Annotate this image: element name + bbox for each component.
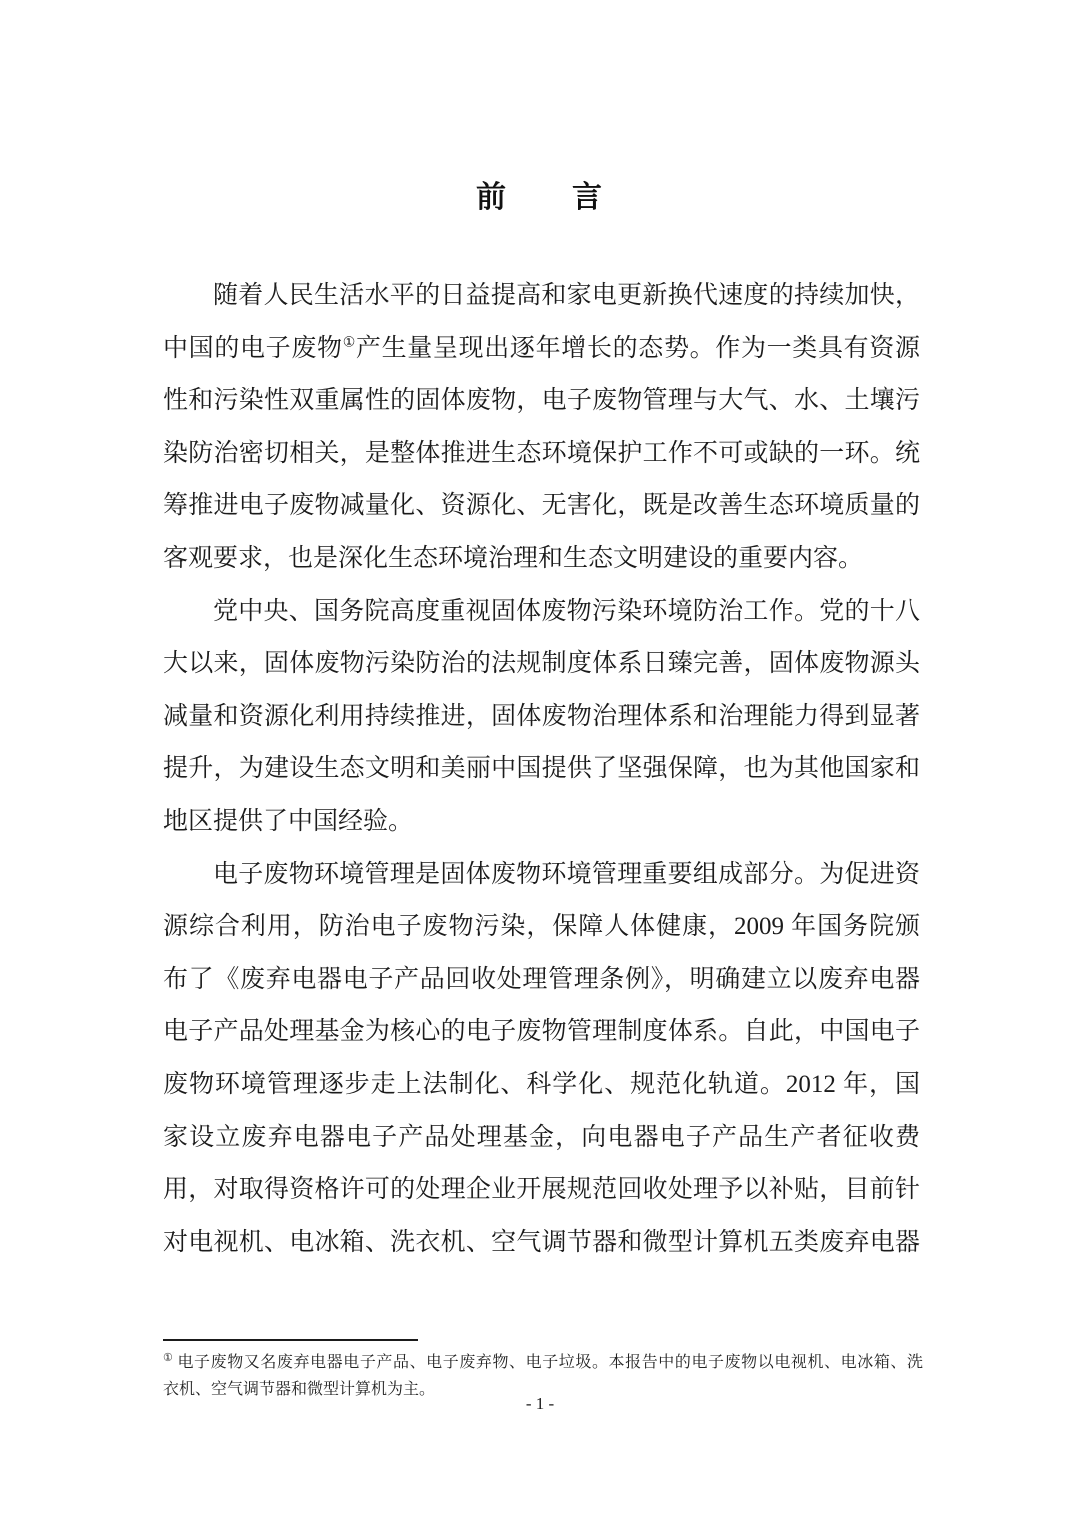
paragraph-line: 染防治密切相关，是整体推进生态环境保护工作不可或缺的一环。统 [163,439,920,467]
paragraph-line-text: 中国的电子废物 [163,334,343,362]
document-body [163,270,920,1269]
paragraph-line-text: 产生量呈现出逐年增长的态势。作为一类具有资源 [355,334,920,362]
paragraph-line: 提升，为建设生态文明和美丽中国提供了坚强保障，也为其他国家和 [163,755,920,783]
footnote-marker: ① [163,1351,174,1364]
page-number: - 1 - [525,1394,555,1413]
footnote-line [163,1350,923,1377]
paragraph-line [163,323,920,376]
paragraph-line: 电子废物环境管理是固体废物环境管理重要组成部分。为促进资 [213,860,920,888]
paragraph-line: 用，对取得资格许可的处理企业开展规范回收处理予以补贴，目前针 [163,1176,920,1204]
paragraph-line: 大以来，固体废物污染防治的法规制度体系日臻完善，固体废物源头 [163,650,920,678]
paragraph-line: 家设立废弃电器电子产品处理基金，向电器电子产品生产者征收费 [163,1123,920,1151]
paragraph-line: 党中央、国务院高度重视固体废物污染环境防治工作。党的十八 [213,597,920,625]
paragraph-line: 减量和资源化利用持续推进，固体废物治理体系和治理能力得到显著 [163,702,920,730]
paragraph-line: 电子产品处理基金为核心的电子废物管理制度体系。自此，中国电子 [163,1018,920,1046]
paragraph-line: 性和污染性双重属性的固体废物，电子废物管理与大气、水、土壤污 [163,387,920,415]
paragraph-line: 客观要求，也是深化生态环境治理和生态文明建设的重要内容。 [163,544,864,572]
paragraph-line: 废物环境管理逐步走上法制化、科学化、规范化轨道。2012 年，国 [163,1070,920,1098]
paragraph-line: 筹推进电子废物减量化、资源化、无害化，既是改善生态环境质量的 [163,492,920,520]
paragraph [163,849,920,1270]
paragraph-line: 布了《废弃电器电子产品回收处理管理条例》，明确建立以废弃电器 [163,965,920,993]
footnote-ref-superscript: ① [342,335,356,351]
paragraph-line: 源综合利用，防治电子废物污染，保障人体健康，2009 年国务院颁 [163,913,920,941]
footnote-text: 电子废物又名废弃电器电子产品、电子废弃物、电子垃圾。本报告中的电子废物以电视机、电冰箱、洗 [177,1354,923,1371]
page-title: 前 言 [476,181,604,214]
footnote-separator-line [163,1339,418,1341]
paragraph-line: 对电视机、电冰箱、洗衣机、空气调节器和微型计算机五类废弃电器 [163,1228,920,1256]
paragraph [163,270,920,586]
paragraph [163,586,920,849]
footnote-line: 衣机、空气调节器和微型计算机为主。 [163,1380,436,1398]
paragraph-line: 地区提供了中国经验。 [163,807,414,835]
paragraph-line: 随着人民生活水平的日益提高和家电更新换代速度的持续加快， [213,282,920,309]
